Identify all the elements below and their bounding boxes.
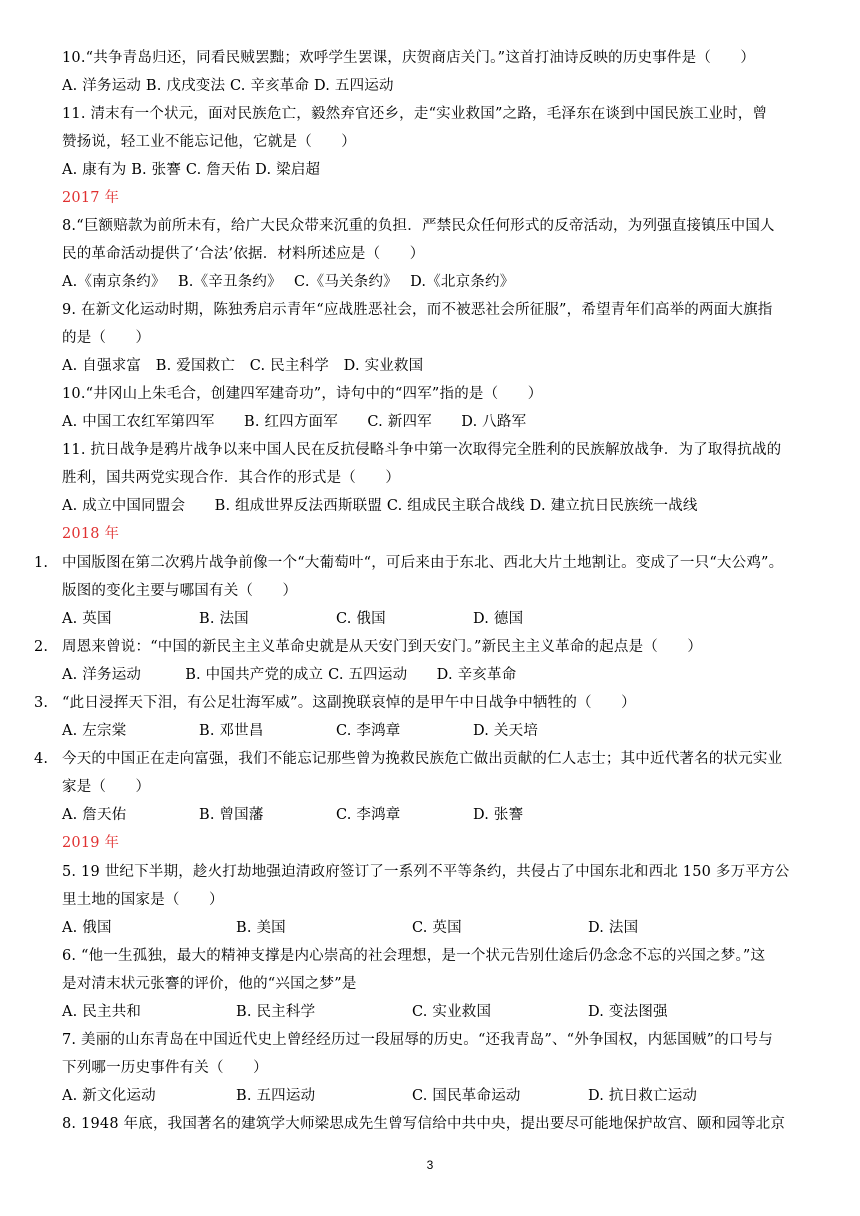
option: D. 张謇: [473, 807, 524, 823]
question-text: 8.“巨额赔款为前所未有，给广大民众带来沉重的负担．严禁民众任何形式的反帝活动，为列强直接镇压中国人: [62, 218, 775, 234]
option: D. 抗日救亡运动: [588, 1088, 698, 1104]
answer-options: A. 洋务运动 B. 戊戌变法 C. 辛亥革命 D. 五四运动: [62, 78, 394, 94]
option: C. 李鸿章: [336, 723, 401, 739]
option: A. 民主共和: [62, 1004, 142, 1020]
question-text: 11. 清末有一个状元，面对民族危亡，毅然弃官还乡，走“实业救国”之路，毛泽东在谈到中国民族工业时，曾: [62, 106, 768, 122]
option: C. 俄国: [336, 611, 386, 627]
option: B. 法国: [199, 611, 249, 627]
answer-options: [62, 721, 802, 741]
item-number: 2.: [34, 639, 49, 655]
list-item: [34, 693, 774, 713]
option: C. 英国: [412, 920, 462, 936]
option: D. 德国: [473, 611, 524, 627]
answer-options: [62, 805, 802, 825]
answer-options: [62, 1086, 802, 1106]
question-text: 下列哪一历史事件有关（ ）: [62, 1060, 268, 1076]
question-text: 版图的变化主要与哪国有关（ ）: [62, 583, 298, 599]
item-number: 1.: [34, 555, 49, 571]
list-item: [34, 637, 774, 657]
question-text: 9. 在新文化运动时期，陈独秀启示青年“应战胜恶社会，而不被恶社会所征服”，希望青年们高举的两面大旗指: [62, 302, 773, 318]
question-text: 10.“共争青岛归还，同看民贼罢黜；欢呼学生罢课，庆贺商店关门。”这首打油诗反映的历史事件是（ ）: [62, 50, 756, 66]
question-text: 8. 1948 年底，我国著名的建筑学大师梁思成先生曾写信给中共中央，提出要尽可能地保护故宫、颐和园等北京: [62, 1116, 786, 1132]
year-heading-2017: 2017 年: [62, 190, 120, 206]
answer-options: [62, 609, 802, 629]
option: A. 俄国: [62, 920, 112, 936]
question-text: 周恩来曾说：“中国的新民主主义革命史就是从天安门到天安门。”新民主主义革命的起点是（ ）: [62, 639, 703, 655]
answer-options: A. 自强求富 B. 爱国救亡 C. 民主科学 D. 实业救国: [62, 358, 424, 374]
item-number: 3.: [34, 695, 49, 711]
answer-options: A. 成立中国同盟会 B. 组成世界反法西斯联盟 C. 组成民主联合战线 D. 建立抗日民族统一战线: [62, 498, 698, 514]
year-heading-2019: 2019 年: [62, 835, 120, 851]
answer-options: A. 洋务运动 B. 中国共产党的成立 C. 五四运动 D. 辛亥革命: [62, 667, 517, 683]
answer-options: [62, 918, 802, 938]
question-text: 是对清末状元张謇的评价，他的“兴国之梦”是: [62, 976, 357, 992]
option: A. 左宗棠: [62, 723, 127, 739]
question-text: 家是（ ）: [62, 779, 151, 795]
question-text: 中国版图在第二次鸦片战争前像一个“大葡萄叶“，可后来由于东北、西北大片土地割让。变成了一只“大公鸡”。: [62, 555, 784, 571]
option: B. 曾国藩: [199, 807, 264, 823]
answer-options: [62, 1002, 802, 1022]
question-text: 里土地的国家是（ ）: [62, 892, 224, 908]
question-text: “此日浸挥天下泪，有公足壮海军威”。这副挽联哀悼的是甲午中日战争中牺牲的（ ）: [62, 695, 636, 711]
option: C. 国民革命运动: [412, 1088, 521, 1104]
answer-options: A. 康有为 B. 张謇 C. 詹天佑 D. 梁启超: [62, 162, 321, 178]
option: A. 英国: [62, 611, 112, 627]
option: A. 詹天佑: [62, 807, 127, 823]
question-text: 6. “他一生孤独，最大的精神支撑是内心崇高的社会理想，是一个状元告别仕途后仍念念不忘的兴国之梦。”这: [62, 948, 766, 964]
list-item: [34, 553, 784, 573]
year-heading-2018: 2018 年: [62, 526, 120, 542]
answer-options: A. 中国工农红军第四军 B. 红四方面军 C. 新四军 D. 八路军: [62, 414, 527, 430]
option: D. 变法图强: [588, 1004, 668, 1020]
question-text: 胜利，国共两党实现合作．其合作的形式是（ ）: [62, 470, 401, 486]
page-number: 3: [426, 1158, 434, 1172]
option: B. 美国: [236, 920, 286, 936]
question-text: 5. 19 世纪下半期，趁火打劫地强迫清政府签订了一系列不平等条约，共侵占了中国东北和西北 150 多万平方公: [62, 864, 790, 880]
question-text: 10.“井冈山上朱毛合，创建四军建奇功”，诗句中的“四军”指的是（ ）: [62, 386, 543, 402]
question-text: 11. 抗日战争是鸦片战争以来中国人民在反抗侵略斗争中第一次取得完全胜利的民族解放战争．为了取得抗战的: [62, 442, 782, 458]
question-text: 今天的中国正在走向富强，我们不能忘记那些曾为挽救民族危亡做出贡献的仁人志士；其中近代著名的状元实业: [62, 751, 783, 767]
option: B. 五四运动: [236, 1088, 316, 1104]
answer-options: A.《南京条约》 B.《辛丑条约》 C.《马关条约》 D.《北京条约》: [62, 274, 515, 290]
option: B. 邓世昌: [199, 723, 264, 739]
question-text: 的是（ ）: [62, 330, 151, 346]
option: D. 关天培: [473, 723, 539, 739]
option: C. 李鸿章: [336, 807, 401, 823]
option: C. 实业救国: [412, 1004, 492, 1020]
list-item: [34, 749, 783, 769]
option: D. 法国: [588, 920, 639, 936]
item-number: 4.: [34, 751, 49, 767]
question-text: 赞扬说，轻工业不能忘记他，它就是（ ）: [62, 134, 356, 150]
question-text: 7. 美丽的山东青岛在中国近代史上曾经经历过一段屈辱的历史。“还我青岛”、“外争国权，内惩国贼”的口号与: [62, 1032, 773, 1048]
question-text: 民的革命活动提供了‘合法’依据．材料所述应是（ ）: [62, 246, 425, 262]
option: A. 新文化运动: [62, 1088, 156, 1104]
option: B. 民主科学: [236, 1004, 316, 1020]
